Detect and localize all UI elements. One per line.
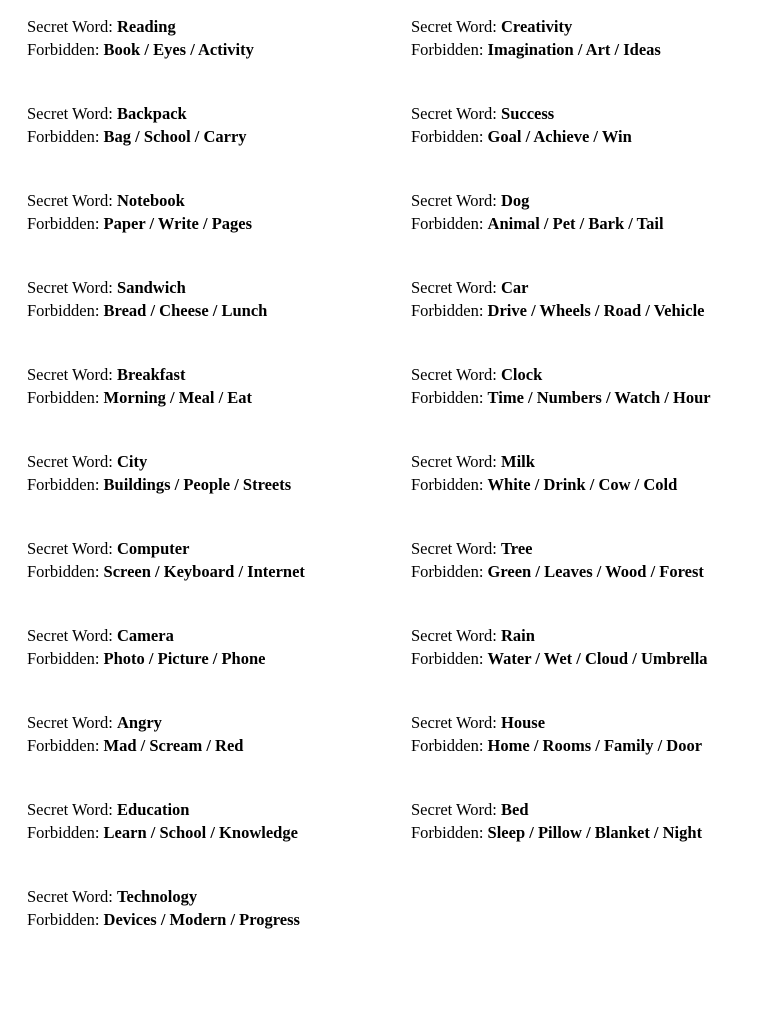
forbidden-words: Photo / Picture / Phone [103, 649, 266, 668]
forbidden-label: Forbidden: [27, 910, 104, 929]
forbidden-line [411, 212, 721, 235]
forbidden-line [27, 908, 337, 931]
forbidden-words: Home / Rooms / Family / Door [487, 736, 703, 755]
forbidden-words: Learn / School / Knowledge [103, 823, 298, 842]
secret-word-label: Secret Word: [27, 104, 118, 123]
forbidden-line [27, 386, 337, 409]
secret-word-line [27, 363, 337, 386]
secret-word-line [27, 885, 337, 908]
secret-word: Angry [117, 713, 162, 732]
secret-word: Bed [501, 800, 529, 819]
secret-word: Computer [117, 539, 190, 558]
secret-word-label: Secret Word: [27, 626, 118, 645]
secret-word: Camera [117, 626, 174, 645]
secret-word-line [27, 276, 337, 299]
forbidden-label: Forbidden: [27, 736, 104, 755]
forbidden-label: Forbidden: [27, 127, 104, 146]
forbidden-words: Mad / Scream / Red [103, 736, 244, 755]
forbidden-label: Forbidden: [27, 562, 104, 581]
forbidden-line [27, 734, 337, 757]
secret-word-line [411, 537, 721, 560]
word-card [411, 276, 721, 322]
secret-word-label: Secret Word: [27, 452, 118, 471]
forbidden-line [411, 647, 721, 670]
secret-word-label: Secret Word: [27, 17, 118, 36]
word-card [27, 885, 337, 931]
word-card [27, 798, 337, 844]
forbidden-words: Time / Numbers / Watch / Hour [487, 388, 711, 407]
forbidden-label: Forbidden: [27, 475, 104, 494]
forbidden-words: Buildings / People / Streets [103, 475, 292, 494]
word-card [27, 450, 337, 496]
secret-word: Technology [117, 887, 198, 906]
forbidden-words: Sleep / Pillow / Blanket / Night [487, 823, 703, 842]
secret-word-label: Secret Word: [27, 713, 118, 732]
forbidden-label: Forbidden: [411, 127, 488, 146]
secret-word: Success [501, 104, 555, 123]
forbidden-line [27, 38, 337, 61]
left-column [27, 15, 337, 972]
secret-word-label: Secret Word: [411, 539, 502, 558]
forbidden-words: Green / Leaves / Wood / Forest [487, 562, 704, 581]
secret-word-line [27, 537, 337, 560]
secret-word: City [117, 452, 148, 471]
secret-word-line [411, 189, 721, 212]
forbidden-words: Screen / Keyboard / Internet [103, 562, 305, 581]
secret-word: Notebook [117, 191, 185, 210]
secret-word: Rain [501, 626, 535, 645]
secret-word-line [27, 189, 337, 212]
forbidden-label: Forbidden: [411, 736, 488, 755]
secret-word-line [27, 102, 337, 125]
secret-word: Backpack [117, 104, 187, 123]
forbidden-label: Forbidden: [411, 475, 488, 494]
forbidden-words: Drive / Wheels / Road / Vehicle [487, 301, 705, 320]
word-card [27, 711, 337, 757]
forbidden-line [27, 560, 337, 583]
secret-word-label: Secret Word: [411, 191, 502, 210]
secret-word: Tree [501, 539, 533, 558]
forbidden-label: Forbidden: [411, 214, 488, 233]
word-card [27, 276, 337, 322]
word-card [411, 624, 721, 670]
secret-word: Clock [501, 365, 543, 384]
secret-word: Milk [501, 452, 535, 471]
secret-word-line [411, 276, 721, 299]
forbidden-label: Forbidden: [411, 823, 488, 842]
secret-word: Sandwich [117, 278, 186, 297]
forbidden-line [411, 560, 721, 583]
secret-word-line [411, 450, 721, 473]
forbidden-label: Forbidden: [27, 388, 104, 407]
forbidden-label: Forbidden: [411, 649, 488, 668]
forbidden-label: Forbidden: [411, 301, 488, 320]
word-card [411, 189, 721, 235]
secret-word: Car [501, 278, 529, 297]
forbidden-words: Book / Eyes / Activity [103, 40, 254, 59]
forbidden-line [27, 125, 337, 148]
secret-word-label: Secret Word: [411, 365, 502, 384]
forbidden-words: White / Drink / Cow / Cold [487, 475, 678, 494]
forbidden-label: Forbidden: [27, 649, 104, 668]
right-column [411, 15, 721, 885]
forbidden-words: Bag / School / Carry [103, 127, 247, 146]
secret-word: Education [117, 800, 190, 819]
secret-word-label: Secret Word: [27, 539, 118, 558]
forbidden-label: Forbidden: [411, 562, 488, 581]
forbidden-label: Forbidden: [27, 823, 104, 842]
word-card [411, 363, 721, 409]
secret-word: Creativity [501, 17, 573, 36]
secret-word: Reading [117, 17, 176, 36]
forbidden-words: Imagination / Art / Ideas [487, 40, 661, 59]
secret-word-label: Secret Word: [411, 17, 502, 36]
word-card [411, 15, 721, 61]
secret-word-line [411, 711, 721, 734]
forbidden-line [27, 473, 337, 496]
secret-word-label: Secret Word: [411, 278, 502, 297]
forbidden-line [27, 299, 337, 322]
word-card [411, 798, 721, 844]
forbidden-line [411, 299, 721, 322]
secret-word-label: Secret Word: [27, 278, 118, 297]
forbidden-line [411, 821, 721, 844]
word-card [411, 450, 721, 496]
secret-word-line [27, 711, 337, 734]
forbidden-label: Forbidden: [27, 40, 104, 59]
word-card [27, 624, 337, 670]
secret-word-label: Secret Word: [411, 626, 502, 645]
forbidden-words: Devices / Modern / Progress [103, 910, 300, 929]
forbidden-label: Forbidden: [27, 214, 104, 233]
word-card [411, 102, 721, 148]
secret-word-line [411, 15, 721, 38]
forbidden-words: Morning / Meal / Eat [103, 388, 253, 407]
forbidden-line [411, 734, 721, 757]
forbidden-label: Forbidden: [27, 301, 104, 320]
forbidden-line [27, 212, 337, 235]
secret-word-line [411, 798, 721, 821]
forbidden-label: Forbidden: [411, 388, 488, 407]
secret-word-line [27, 798, 337, 821]
secret-word: Dog [501, 191, 530, 210]
secret-word-label: Secret Word: [27, 365, 118, 384]
forbidden-line [411, 38, 721, 61]
forbidden-words: Bread / Cheese / Lunch [103, 301, 268, 320]
secret-word-line [27, 450, 337, 473]
word-card [411, 537, 721, 583]
secret-word-label: Secret Word: [411, 452, 502, 471]
word-card [27, 15, 337, 61]
word-card [27, 102, 337, 148]
secret-word-label: Secret Word: [411, 713, 502, 732]
forbidden-label: Forbidden: [411, 40, 488, 59]
word-card [411, 711, 721, 757]
forbidden-words: Water / Wet / Cloud / Umbrella [487, 649, 708, 668]
forbidden-words: Goal / Achieve / Win [487, 127, 632, 146]
secret-word-label: Secret Word: [27, 887, 118, 906]
forbidden-words: Paper / Write / Pages [103, 214, 253, 233]
secret-word-line [411, 624, 721, 647]
secret-word-label: Secret Word: [411, 800, 502, 819]
secret-word-label: Secret Word: [27, 800, 118, 819]
forbidden-line [411, 473, 721, 496]
secret-word-label: Secret Word: [411, 104, 502, 123]
secret-word-line [411, 102, 721, 125]
secret-word: House [501, 713, 546, 732]
secret-word-line [27, 15, 337, 38]
word-card [27, 363, 337, 409]
word-card [27, 189, 337, 235]
forbidden-words: Animal / Pet / Bark / Tail [487, 214, 664, 233]
forbidden-line [411, 386, 721, 409]
secret-word: Breakfast [117, 365, 186, 384]
forbidden-line [411, 125, 721, 148]
forbidden-line [27, 647, 337, 670]
secret-word-line [27, 624, 337, 647]
secret-word-label: Secret Word: [27, 191, 118, 210]
word-card [27, 537, 337, 583]
forbidden-line [27, 821, 337, 844]
secret-word-line [411, 363, 721, 386]
